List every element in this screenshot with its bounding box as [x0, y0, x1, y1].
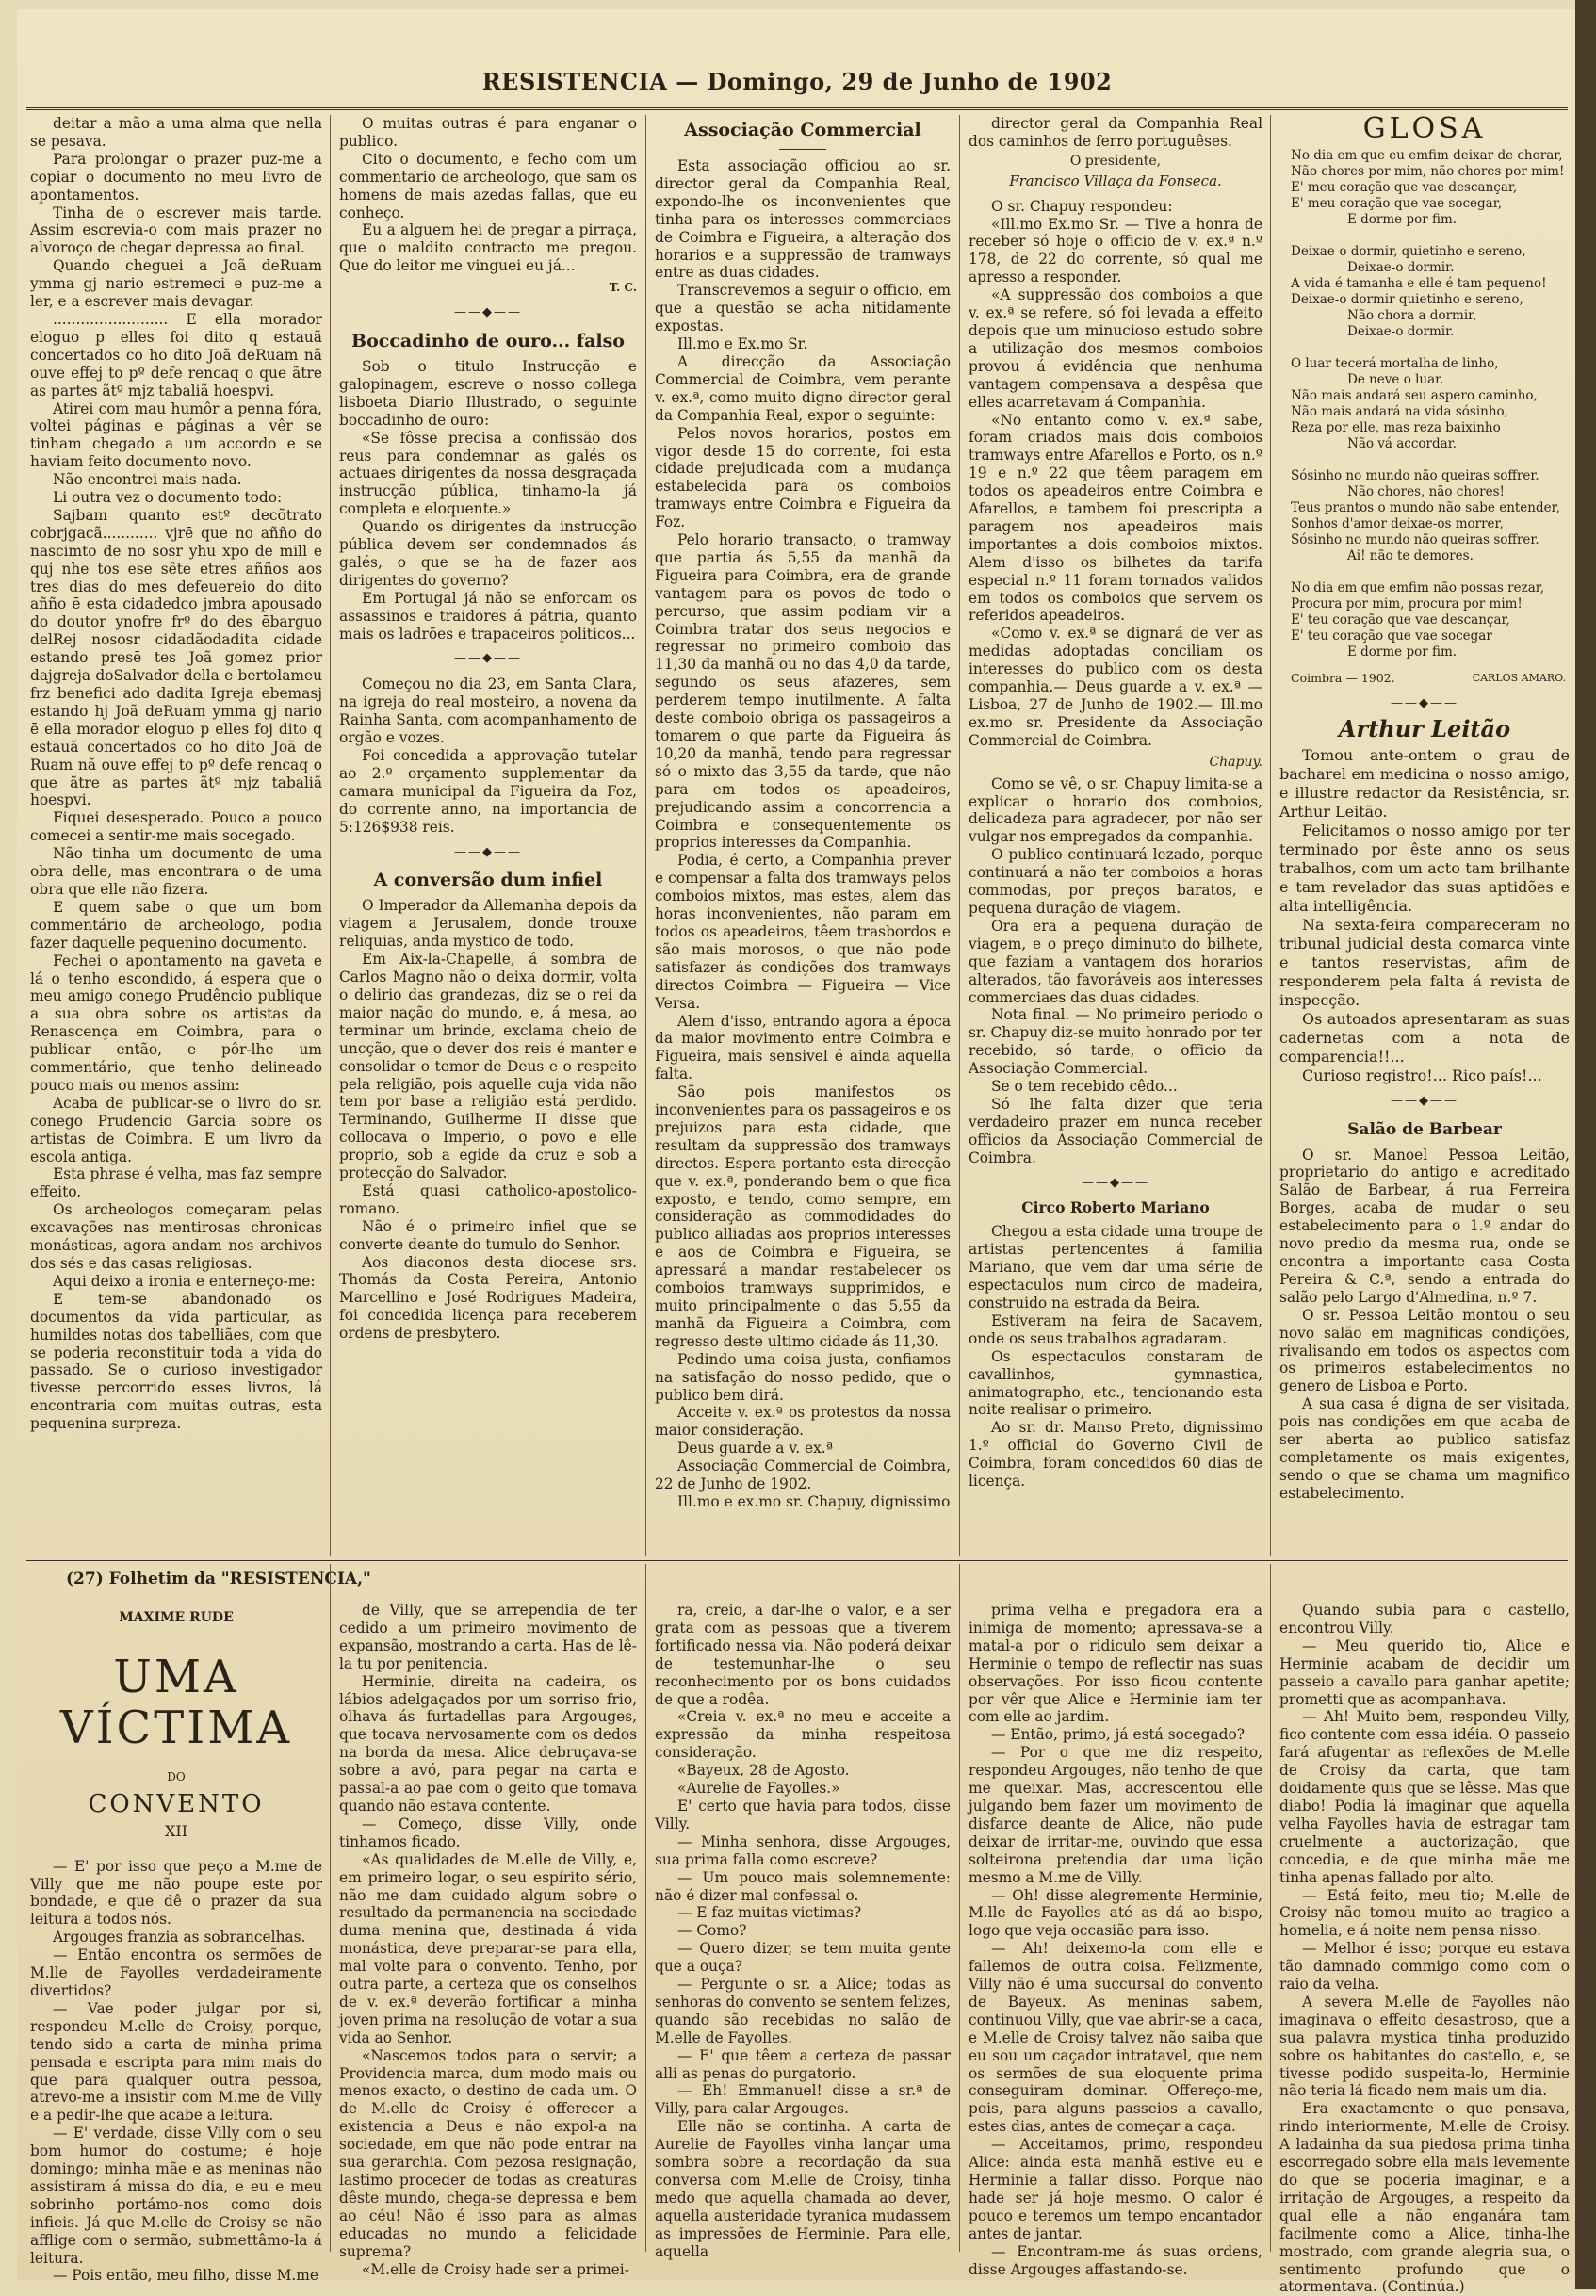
article-body — [1279, 1147, 1570, 1503]
ornament-divider: ——◆—— — [1391, 1093, 1458, 1108]
poem-line: Deixae-o dormir. — [1347, 259, 1455, 275]
title-rule — [779, 149, 826, 150]
poem-line: Não mais andará na vida sósinho, — [1291, 403, 1508, 419]
paragraph: «Se fôsse precisa a confissão dos reus para condemnar as galés os actuaes dirigentes da nossa desgraçada instrucção pública, tinhamo-la já completa e eloquente.» — [339, 429, 637, 518]
paragraph: — Eh! Emmanuel! disse a sr.ª de Villy, para calar Argouges. — [655, 2082, 951, 2118]
ornament-divider: ——◆—— — [454, 651, 522, 666]
poem-line — [1291, 340, 1570, 356]
paragraph: — Encontram-me ás suas ordens, disse Argouges affastando-se. — [969, 2242, 1262, 2278]
paragraph: «Como v. ex.ª se dignará de ver as medidas adoptadas conciliam os interesses do publico com os desta companhia.— Deus guarde a v. ex.ª — Lisboa, 27 de Junho de 1902.— Ill.mo ex.mo sr. Presidente da Associação Commercial de Coimbra. — [969, 625, 1262, 749]
poem-line: E' meu coração que vae descançar, — [1291, 179, 1518, 195]
paragraph: Acceite v. ex.ª os protestos da nossa maior consideração. — [655, 1404, 951, 1440]
paragraph: Esta phrase é velha, mas faz sempre effeito. — [30, 1165, 322, 1201]
paragraph: Eu a alguem hei de pregar a pirraça, que o maldito contracto me pregou. Que do leitor me vinguei eu já... — [339, 221, 637, 275]
poem-line: Ai! não te demores. — [1347, 547, 1474, 563]
paragraph: ......................... E ella morador eloguo p elles foi dito q estauã concertados co ho dito Joã deRuam nã ouve effej to pº defe rencaq o que ãtre as partes ãtº mjz tabaliã hoespvi. — [30, 310, 322, 399]
poem-author: CARLOS AMARO. — [1472, 671, 1566, 684]
paragraph: O Imperador da Allemanha depois da viagem a Jerusalem, donde trouxe reliquias, anda mystico de todo. — [339, 897, 637, 951]
poem-body — [1291, 148, 1570, 660]
paragraph: Chegou a esta cidade uma troupe de artistas pertencentes á familia Mariano, que vem dar uma série de espectaculos num circo de madeira, construido na estrada da Beira. — [969, 1223, 1262, 1311]
paragraph: Atirei com mau humôr a penna fóra, voltei páginas e páginas a vêr se tinham chegado a um accordo e se haviam feito documento novo. — [30, 399, 322, 471]
article-title: Salão de Barbear — [1347, 1119, 1502, 1139]
poem-footer — [1291, 670, 1566, 688]
paragraph: O sr. Chapuy respondeu: — [991, 197, 1173, 215]
paragraph: — Como? — [677, 1922, 747, 1940]
paragraph: Podia, é certo, a Companhia prever e compensar a falta dos tramways pelos comboios mixtos, mas estes, alem das horas inconvenientes, não param em todos os apeadeiros, têem trasbordos e são mais morosos, o que não pode satisfazer ás condições dos tramways directos Coimbra — Figueira — Vice Versa. — [655, 852, 951, 1012]
paragraph: — Um pouco mais solemnemente: não é dizer mal confessal o. — [655, 1868, 951, 1904]
column-rule — [645, 115, 646, 1556]
paragraph: Sajbam quanto estº decõtrato cobrjgacã............ vjrē que no añño do nascimto de no sosr yhu xpo de mill e quj nhe tos ese sête etres añños aos tres dias do mes defeuereio do dito añño ē esta cidadedco jmbra apousado do doutor ynofre frº do des ēbarguo delRej nososr cidadãodadita cidade estando presē tes Joã gomez prior dajgreja doSalvador della e bertolameu frz benefici ado dadita Igreja ebemasj estando hj Joã deRuam ymma gj nario ē ella morador eloguo p elles foj dito q estauã concertados co ho dito Joã de Ruam nã ouve effej to pº defe rencaq o que ãtre as partes ãtº mjz tabaliã hoespvi. — [30, 506, 322, 809]
paragraph: — Vae poder julgar por si, respondeu M.elle de Croisy, porque, tendo sido a carta de minha prima pensada e escripta para mim mais do que para qualquer outra pessoa, atrevo-me a insistir com M.me de Villy e a pedir-lhe que acabe a leitura. — [30, 1999, 322, 2125]
paragraph: A severa M.elle de Fayolles não imaginava o effeito desastroso, que a sua palavra mystica tinha produzido sobre os habitantes do castello, e, se tivesse podido suspeita-lo, Herminie não teria lá ficado nem mais um dia. — [1279, 1993, 1570, 2100]
paragraph: «M.elle de Croisy hade ser a primei- — [362, 2260, 629, 2278]
column-rule — [330, 115, 331, 1556]
folhetim-text — [969, 1602, 1262, 2278]
column-rule — [1270, 115, 1271, 1556]
poem-line: Deixae-o dormir. — [1347, 323, 1455, 339]
paragraph: — Quero dizer, se tem muita gente que a ouça? — [655, 1940, 951, 1976]
poem-line: Não chores, não chores! — [1347, 483, 1505, 499]
paragraph: São pois manifestos os inconvenientes para os passageiros e os prejuizos para esta cidade, que resultam da suppressão dos tramways directos. Espera portanto esta direcção que v. ex.ª, ponderando bem o que fica exposto, e tendo, como sempre, em consideração as commodidades do publico alliadas aos proprios interesses e aos de Coimbra e Figueira, se apressará a mandar restabelecer os comboios tramways supprimidos, e muito principalmente o das 5,55 da manhã da Figueira a Coimbra, com regresso deste ultimo cidade ás 11,30. — [655, 1083, 951, 1350]
folhetim-title: UMA VÍCTIMA — [59, 1650, 293, 1754]
column-1-text — [30, 115, 322, 1433]
paragraph: Associação Commercial de Coimbra, 22 de Junho de 1902. — [655, 1457, 951, 1493]
paragraph: Elle não se continha. A carta de Aurelie de Fayolles vinha lançar uma sombra sobre a recordação da sua conversa com M.elle de Croisy, tinha medo que aquella chamada ao dever, aquella austeridade tyranica mudassem as impressões de Herminie. Para elle, aquella — [655, 2118, 951, 2260]
poem-line: Teus prantos o mundo não sabe entender, — [1291, 499, 1560, 515]
paragraph: — Está feito, meu tio; M.elle de Croisy não tomou muito ao tragico a homelia, e á noite nem pensa nisso. — [1279, 1886, 1570, 1940]
paragraph: Deus guarde a v. ex.ª — [677, 1440, 834, 1457]
paragraph: ra, creio, a dar-lhe o valor, e a ser grata com as pessoas que a tiverem fortificado nessa via. Não poderá deixar de testemunhar-lhe o seu reconhecimento por os bons cuidados de que a rodêa. — [655, 1602, 951, 1708]
poem-line: O luar tecerá mortalha de linho, — [1291, 355, 1499, 371]
paragraph: Herminie, direita na cadeira, os lábios adelgaçados por um sorriso frio, olhava ás furtadellas para Argouges, que tocava nervosamente com os dedos na borda da mesa. Alice debruçava-se sobre a avó, para pegar na carta e passal-a ao pae com o geito que tomava quando não estava contente. — [339, 1672, 637, 1815]
paragraph: — Minha senhora, disse Argouges, sua prima falla como escreve? — [655, 1832, 951, 1868]
folhetim-rule — [26, 1560, 1568, 1561]
paragraph: de Villy, que se arrependia de ter cedido a um primeiro movimento de expansão, mostrando a carta. Has de lê-la tu por penitencia. — [339, 1602, 637, 1672]
paragraph: Aqui deixo a ironia e enterneço-me: — [53, 1272, 316, 1290]
folhetim-author: MAXIME RUDE — [119, 1610, 234, 1625]
paragraph: Pelos novos horarios, postos em vigor desde 15 do corrente, foi esta cidade prejudicada com a mudança estabelecida para os comboios tramways entre Coimbra e Figueira da Foz. — [655, 424, 951, 531]
paragraph: Aos diaconos desta diocese srs. Thomás da Costa Pereira, Antonio Marcellino e José Rodrigues Madeira, foi concedida licença para receberem ordens de presbytero. — [339, 1253, 637, 1343]
paragraph: — Então encontra os sermões de M.lle de Fayolles verdadeiramente divertidos? — [30, 1946, 322, 1999]
paragraph: A direcção da Associação Commercial de Coimbra, vem perante v. ex.ª, como muito digno director geral da Companhia Real, expor o seguinte: — [655, 352, 951, 424]
column-rule — [1270, 1564, 1271, 2252]
article-body — [969, 198, 1262, 750]
folhetim-column-5 — [1279, 1602, 1570, 2296]
column-2 — [339, 115, 637, 1556]
paragraph: E' certo que havia para todos, disse Villy. — [655, 1797, 951, 1832]
paragraph: Pedindo uma coisa justa, confiamos na satisfação do nosso pedido, que o publico bem dirá. — [655, 1350, 951, 1404]
article-body — [969, 1223, 1262, 1490]
paragraph: «Creia v. ex.ª no meu e acceite a expressão da minha respeitosa consideração. — [655, 1708, 951, 1762]
paragraph: — E faz muitas victimas? — [677, 1904, 862, 1922]
poem-line: Não mais andará seu aspero caminho, — [1291, 387, 1538, 403]
paragraph: deitar a mão a uma alma que nella se pesava. — [30, 115, 322, 150]
paragraph: O sr. Manoel Pessoa Leitão, proprietario do antigo e acreditado Salão de Barbear, á rua Ferreira Borges, acaba de mudar o seu estabelecimento para o 1.º andar do novo predio da mesma rua, onde se encontra a importante casa Costa Pereira & C.ª, sendo a entrada do salão pelo Largo d'Almedina, n.º 7. — [1279, 1146, 1570, 1306]
paragraph: E tem-se abandonado os documentos da vida particular, as humildes notas dos tabelliães, com que se poderia reconstituir toda a vida do passado. Se o curioso investigador tivesse percorrido esses livros, lá encontraria com muitas outras, esta pequenina surpreza. — [30, 1290, 322, 1433]
paragraph: Curioso registro!... Rico país!... — [1302, 1066, 1542, 1084]
paragraph: «Aurelie de Fayolles.» — [677, 1780, 840, 1798]
folhetim-subtitle: CONVENTO — [88, 1789, 265, 1818]
paragraph: «Ill.mo Ex.mo Sr. — Tive a honra de receber só hoje o officio de v. ex.ª n.º 178, de 22 do corrente, só qual me apresso a responder. — [969, 215, 1262, 286]
poem-line: E dorme por fim. — [1347, 211, 1458, 227]
paragraph: director geral da Companhia Real dos caminhos de ferro portuguêses. — [969, 115, 1262, 150]
article-body — [339, 676, 637, 836]
paragraph: Tomou ante-ontem o grau de bacharel em medicina o nosso amigo, e illustre redactor da Resistência, sr. Arthur Leitão. — [1279, 745, 1570, 821]
paragraph: — Por o que me diz respeito, respondeu Argouges, não tenho de que me queixar. Mas, accrescentou elle julgando bem fazer um movimento de disfarce deante de Alice, não pude deixar de irritar-me, ouvindo que essa solteirona pretendia dar uma lição mesmo a M.me de Villy. — [969, 1744, 1262, 1886]
article-signature: Chapuy. — [1209, 754, 1262, 770]
paragraph: — Pergunte o sr. a Alice; todas as senhoras do convento se sentem felizes, quando são recebidas no salão de M.elle de Fayolles. — [655, 1976, 951, 2046]
paragraph: — Então, primo, já está socegado? — [991, 1726, 1246, 1744]
poem-line: Sósinho no mundo não queiras soffrer. — [1291, 531, 1539, 547]
column-rule — [959, 115, 960, 1556]
article-body — [339, 358, 637, 643]
poem-place: Coimbra — 1902. — [1291, 670, 1395, 685]
poem-title: GLOSA — [1362, 112, 1487, 145]
paragraph: Quando os dirigentes da instrucção pública devem ser condemnados ás galés, o que se ha de fazer aos dirigentes do governo? — [339, 518, 637, 589]
ornament-divider: ——◆—— — [454, 305, 522, 320]
paragraph: «Bayeux, 28 de Agosto. — [677, 1762, 850, 1780]
poem-line: Procura por mim, procura por mim! — [1291, 595, 1523, 611]
paragraph: Acaba de publicar-se o livro do sr. conego Prudencio Garcia sobre os artistas de Coimbra. E um livro da escola antiga. — [30, 1094, 322, 1165]
paragraph: Alem d'isso, entrando agora a época da maior movimento entre Coimbra e Figueira, mais sensivel é ainda aquella falta. — [655, 1012, 951, 1083]
paragraph: Foi concedida a approvação tutelar ao 2.º orçamento supplementar da camara municipal da Figueira da Foz, do corrente anno, na importancia de 5:126$938 reis. — [339, 747, 637, 836]
article-title: Arthur Leitão — [1338, 714, 1511, 742]
paragraph: Transcrevemos a seguir o officio, em que a questão se acha nitidamente expostas. — [655, 282, 951, 335]
page-header: RESISTENCIA — Domingo, 29 de Junho de 1902 — [481, 68, 1113, 95]
paragraph: O muitas outras é para enganar o publico. — [339, 115, 637, 150]
article-signature: T. C. — [609, 281, 637, 295]
paragraph: Nota final. — No primeiro periodo o sr. Chapuy diz-se muito honrado por ter recebido, só tarde, o officio da Associação Commercial. — [969, 1006, 1262, 1078]
column-rule — [959, 1564, 960, 2252]
paragraph: — Pois então, meu filho, disse M.me — [53, 2267, 319, 2285]
paragraph: Ill.mo e Ex.mo Sr. — [677, 335, 808, 353]
paragraph: Os autoados apresentaram as suas cadernetas com a nota de comparencia!!... — [1279, 1009, 1570, 1066]
paragraph: Quando cheguei a Joã deRuam ymma gj nario estremeci e puz-me a ler, e a escrever mais devagar. — [30, 257, 322, 311]
article-body — [1279, 746, 1570, 1085]
folhetim-column-2 — [339, 1602, 637, 2278]
newspaper-page — [17, 9, 1577, 2296]
paragraph: «As qualidades de M.elle de Villy, e, em primeiro logar, o seu espírito sério, não me dam cuidado algum sobre o resultado da permanencia na sociedade duma menina que, destinada á vida monástica, deve preparar-se para ella, mal volte para o convento. Tenho, por outra parte, a certeza que os conselhos de v. ex.ª deverão fortificar a minha joven prima na resolução de votar a sua vida ao Senhor. — [339, 1850, 637, 2046]
poem-line: De neve o luar. — [1347, 371, 1444, 387]
folhetim-text — [30, 1858, 322, 2286]
paragraph: — Oh! disse alegremente Herminie, M.lle de Fayolles até as dá ao bispo, logo que veja occasião para isso. — [969, 1886, 1262, 1940]
poem-line: No dia em que eu emfim deixar de chorar, — [1291, 147, 1563, 163]
header-rule — [26, 107, 1568, 110]
folhetim-chapter: XII — [164, 1821, 188, 1840]
paragraph: «No entanto como v. ex.ª sabe, foram criados mais dois comboios tramways entre Afarellos e Porto, os n.º 19 e n.º 22 que têem paragem em todos os apeadeiros entre Coimbra e Afarellos, e tambem foi prescripta a paragem nos apeadeiros mais importantes a dois comboios mixtos. Alem d'isso os bilhetes da tarifa especial n.º 11 foram tornados validos em todos os comboios que servem os referidos apeadeiros. — [969, 411, 1262, 625]
article-title: Boccadinho de ouro... falso — [351, 330, 625, 351]
poem-line: Reza por elle, mas reza baixinho — [1291, 419, 1501, 435]
poem-line: Deixae-o dormir quietinho e sereno, — [1291, 291, 1523, 307]
folhetim-text — [1279, 1602, 1570, 2296]
paragraph: Quando subia para o castello, encontrou Villy. — [1279, 1602, 1570, 1637]
folhetim-heading: (27) Folhetim da "RESISTENCIA," — [66, 1570, 371, 1588]
column-4 — [969, 115, 1262, 1556]
paragraph: Esta associação officiou ao sr. director geral da Companhia Real, expondo-lhe os inconvenientes que tinha para os interesses commerciaes de Coimbra e Figueira, a alteração dos horarios e a suppressão de tramways entre as duas cidades. — [655, 157, 951, 282]
folhetim-column-1 — [30, 1602, 322, 2285]
folhetim-title-connector: DO — [167, 1769, 186, 1783]
paragraph: prima velha e pregadora era a inimiga de momento; apressava-se a matal-a por o ridiculo sem deixar a Herminie o tempo de reflectir nas suas observações. Por isso ficou contente por vêr que Alice e Herminie iam ter com elle ao jardim. — [969, 1602, 1262, 1726]
column-rule — [330, 1564, 331, 2252]
ornament-divider: ——◆—— — [1391, 695, 1458, 710]
paragraph: Está quasi catholico-apostolico-romano. — [339, 1181, 637, 1217]
paragraph: Cito o documento, e fecho com um commentario de archeologo, que sam os homens de mais azedas fallas, que eu conheço. — [339, 150, 637, 221]
poem-line: No dia em que emfim não possas rezar, — [1291, 579, 1545, 595]
article-body — [969, 115, 1262, 151]
paragraph: Era exactamente o que pensava, rindo interiormente, M.elle de Croisy. A ladainha da sua piedosa prima tinha escorregado sobre ella mais levemente do que se poderia imaginar, e a irritação de Argouges, a respeito da qual elle a não enganára tam facilmente como a Alice, tinha-lhe mostrado, com grande alegria sua, o sentimento profundo que o atormentava. (Continúa.) — [1279, 2100, 1570, 2296]
page-edge — [1575, 0, 1596, 2289]
article-title: Circo Roberto Mariano — [1021, 1198, 1210, 1217]
ornament-divider: ——◆—— — [1082, 1175, 1149, 1190]
poem-line: Sonhos d'amor deixae-os morrer, — [1291, 515, 1504, 531]
paragraph: Como se vê, o sr. Chapuy limita-se a explicar o horario dos comboios, delicadeza para agradecer, por não ser vulgar nos empregados da companhia. — [969, 774, 1262, 846]
paragraph: Estiveram na feira de Sacavem, onde os seus trabalhos agradaram. — [969, 1311, 1262, 1347]
poem-line: E' meu coração que vae socegar, — [1291, 195, 1502, 211]
paragraph: O sr. Pessoa Leitão montou o seu novo salão em magnificas condições, rivalisando em todos os aspectos com os primeiros estabelecimentos no genero de Lisboa e Porto. — [1279, 1306, 1570, 1395]
poem-line — [1291, 228, 1570, 244]
paragraph: Os espectaculos constaram de cavallinhos, gymnastica, animatographo, etc., tencionando esta noite realisar o primeiro. — [969, 1347, 1262, 1419]
folhetim-column-4 — [969, 1602, 1262, 2278]
paragraph: Tinha de o escrever mais tarde. Assim escrevia-o com mais prazer no alvoroço de chegar depressa ao final. — [30, 204, 322, 257]
paragraph: Felicitamos o nosso amigo por ter terminado por êste anno os seus trabalhos, com um acto tam brilhante e tam revelador das suas aptidões e alta intelligência. — [1279, 821, 1570, 915]
paragraph: Não tinha um documento de uma obra delle, mas encontrara o de uma obra que elle não fizera. — [30, 845, 322, 898]
paragraph: — E' verdade, disse Villy com o seu bom humor do costume; é hoje domingo; minha mãe e as meninas não assistiram á missa do dia, e eu e meu sobrinho portámo-nos como dois infieis. Já que M.elle de Croisy se não afflige com o sermão, submettâmo-la á leitura. — [30, 2125, 322, 2267]
paragraph: Sob o titulo Instrucção e galopinagem, escreve o nosso collega lisboeta Diario Illustrado, o seguinte boccadinho de ouro: — [339, 357, 637, 429]
column-rule — [645, 1564, 646, 2252]
poem-line: E' teu coração que vae descançar, — [1291, 611, 1510, 627]
poem-line: Não vá accordar. — [1347, 435, 1457, 451]
signer-role: O presidente, — [1069, 153, 1162, 169]
paragraph: O publico continuará lezado, porque continuará a não ter comboios a horas commodas, por preços baratos, e pequena duração de viagem. — [969, 846, 1262, 917]
paragraph: — Acceitamos, primo, respondeu Alice: ainda esta manhã estive eu e Herminie a fallar disso. Porque não hade ser já hoje mesmo. O calor é pouco e teremos um tempo encantador antes de jantar. — [969, 2136, 1262, 2242]
paragraph: Para prolongar o prazer puz-me a copiar o documento no meu livro de apontamentos. — [30, 150, 322, 204]
paragraph: — Melhor é isso; porque eu estava tão damnado commigo como com o raio da velha. — [1279, 1940, 1570, 1994]
paragraph: Os archeologos começaram pelas excavações nas mentirosas chronicas monásticas, agora andam nos archivos dos sés e das casas religiosas. — [30, 1201, 322, 1272]
paragraph: Não encontrei mais nada. — [53, 471, 242, 489]
article-title: A conversão dum infiel — [373, 870, 603, 891]
paragraph: Pelo horario transacto, o tramway que partia ás 5,55 da manhã da Figueira para Coimbra, era de grande vantagem para os povos de todo o percurso, que assim podiam vir a Coimbra tratar dos seus negocios e regressar no primeiro comboio das 11,30 da manhã ou no das 4,0 da tarde, segundo os seus afazeres, sem perderem tempo inutilmente. A falta deste comboio obriga os passageiros a tomarem o que parte da Figueira ás 10,20 da manhã, tendo para regressar só o mixto das 3,55 da tarde, que não para em todos os apeadeiros, prejudicando assim a concorrencia a Coimbra e consequentemente os proprios interesses da Companhia. — [655, 531, 951, 852]
signer-name: Francisco Villaça da Fonseca. — [1009, 171, 1222, 189]
poem-line: Deixae-o dormir, quietinho e sereno, — [1291, 243, 1526, 259]
paragraph: Fiquei desesperado. Pouco a pouco comecei a sentir-me mais socegado. — [30, 809, 322, 845]
paragraph: «A suppressão dos comboios a que v. ex.ª se refere, só foi levada a effeito depois que um minucioso estudo sobre a utilização dos mesmos comboios provou á evidência que nenhuma vantagem compensava a despêsa que elles acarretavam á Companhia. — [969, 286, 1262, 411]
paragraph: — Meu querido tio, Alice e Herminie acabam de decidir um passeio a cavallo para ganhar apetite; prometti que as acompanhava. — [1279, 1637, 1570, 1708]
paragraph: — Ah! Muito bem, respondeu Villy, fico contente com essa idéia. O passeio fará afugentar as reflexões de M.elle de Croisy da carta, que tam doidamente quis que se lêsse. Mas que diabo! Podia lá imaginar que aquella velha Fayolles havia de estragar tam cruelmente a auctorização, que concedia, e de que minha mãe me tinha apenas fallado por alto. — [1279, 1708, 1570, 1886]
poem-line: Não chora a dormir, — [1347, 307, 1477, 323]
article-body — [655, 157, 951, 1511]
paragraph: E quem sabe o que um bom commentário de archeologo, podia fazer daquelle pequenino documento. — [30, 898, 322, 952]
paragraph: Ill.mo e ex.mo sr. Chapuy, dignissimo — [677, 1492, 951, 1510]
paragraph: Argouges franzia as sobrancelhas. — [53, 1929, 306, 1946]
folhetim-text — [339, 1602, 637, 2278]
paragraph: — Começo, disse Villy, onde tinhamos ficado. — [339, 1815, 637, 1850]
poem-line: Sósinho no mundo não queiras soffrer. — [1291, 467, 1539, 483]
column-5 — [1279, 112, 1570, 1556]
paragraph: Em Portugal já não se enforcam os assassinos e traidores á pátria, quanto mais os ladrões e trapaceiros politicos... — [339, 589, 637, 643]
paragraph: Começou no dia 23, em Santa Clara, na igreja do real mosteiro, a novena da Rainha Santa, com acompanhamento de orgão e vozes. — [339, 676, 637, 747]
paragraph: Se o tem recebido cêdo... — [991, 1078, 1178, 1096]
paragraph: Ora era a pequena duração de viagem, e o preço diminuto do bilhete, que faziam a vantagem dos horarios alterados, tão favoráveis aos interesses commerciaes das duas cidades. — [969, 917, 1262, 1006]
paragraph: «Nascemos todos para o servir; a Providencia marca, dum modo mais ou menos exacto, o destino de cada um. O de M.elle de Croisy é offerecer a existencia a Deus e não expol-a na sociedade, em que não pode entrar na sua gerarchia. Com pezosa resignação, lastimo proceder de todas as creaturas dêste mundo, chega-se depressa e bem ao céu! Não é isso para as almas educadas no mundo a felicidade suprema? — [339, 2046, 637, 2260]
paragraph: Não é o primeiro infiel que se converte deante do tumulo do Senhor. — [339, 1217, 637, 1253]
paragraph: Só lhe falta dizer que teria verdadeiro prazer em nunca receber officios da Associação Commercial de Coimbra. — [969, 1095, 1262, 1166]
paragraph: — Ah! deixemo-la com elle e fallemos de outra coisa. Felizmente, Villy não é uma succursal do convento de Bayeux. As meninas sabem, continuou Villy, que vae abrir-se a caça, e M.elle de Croisy talvez não saiba que eu sou um caçador intratavel, que nem os sermões de sua eloquente prima conseguiram dominar. Offereço-me, pois, para alguns passeios a cavallo, estes dias, antes de começar a caça. — [969, 1940, 1262, 2136]
ornament-divider: ——◆—— — [454, 844, 522, 859]
poem-line: Não chores por mim, não chores por mim! — [1291, 163, 1565, 179]
poem-line: E' teu coração que vae socegar — [1291, 627, 1492, 643]
poem-line — [1291, 452, 1570, 468]
article-body — [969, 775, 1262, 1167]
paragraph: Na sexta-feira compareceram no tribunal judicial desta comarca vinte e tantos reservistas, afim de responderem pela falta á revista de inspecção. — [1279, 915, 1570, 1009]
folhetim-text — [655, 1602, 951, 2261]
paragraph: — E' que têem a certeza de passar alli as penas do purgatorio. — [655, 2046, 951, 2082]
poem-line: A vida é tamanha e elle é tam pequeno! — [1291, 275, 1547, 291]
column-2-intro — [339, 115, 637, 275]
paragraph: A sua casa é digna de ser visitada, pois nas condições em que acaba de ser aberta ao publico satisfaz completamente os mais exigentes, sendo o que se chama um magnifico estabelecimento. — [1279, 1395, 1570, 1502]
folhetim-column-3 — [655, 1602, 951, 2260]
poem-line: E dorme por fim. — [1347, 643, 1458, 659]
column-3 — [655, 115, 951, 1556]
column-1 — [30, 115, 322, 1556]
paragraph: Ao sr. dr. Manso Preto, dignissimo 1.º official do Governo Civil de Coimbra, foram concedidos 60 dias de licença. — [969, 1419, 1262, 1490]
paragraph: — E' por isso que peço a M.me de Villy que me não poupe este por bondade, e que dê o prazer da sua leitura a todos nós. — [30, 1857, 322, 1929]
paragraph: Em Aix-la-Chapelle, á sombra de Carlos Magno não o deixa dormir, volta o delirio das grandezas, diz se o rei da maior nação do mundo, e, á mesa, ao terminar um brinde, exclama cheio de uncção, que o dever dos reis é manter e consolidar o temor de Deus e o respeito pela religião, pois aquelle cuja vida não tem por base a religião está perdido. Terminando, Guilherme II disse que collocava o Imperio, o povo e elle proprio, sob a egide da cruz e sob a protecção do Salvador. — [339, 951, 637, 1182]
article-title: Associação Commercial — [684, 120, 921, 140]
poem-line — [1291, 564, 1570, 580]
article-body — [339, 897, 637, 1343]
paragraph: Fechei o apontamento na gaveta e lá o tenho escondido, á espera que o meu amigo conego Prudêncio publique a sua obra sobre os artistas da Renascença em Coimbra, para o publicar então, e pôr-lhe um commentário, que tenho delineado pouco mais ou menos assim: — [30, 952, 322, 1094]
paragraph: Li outra vez o documento todo: — [53, 489, 283, 507]
